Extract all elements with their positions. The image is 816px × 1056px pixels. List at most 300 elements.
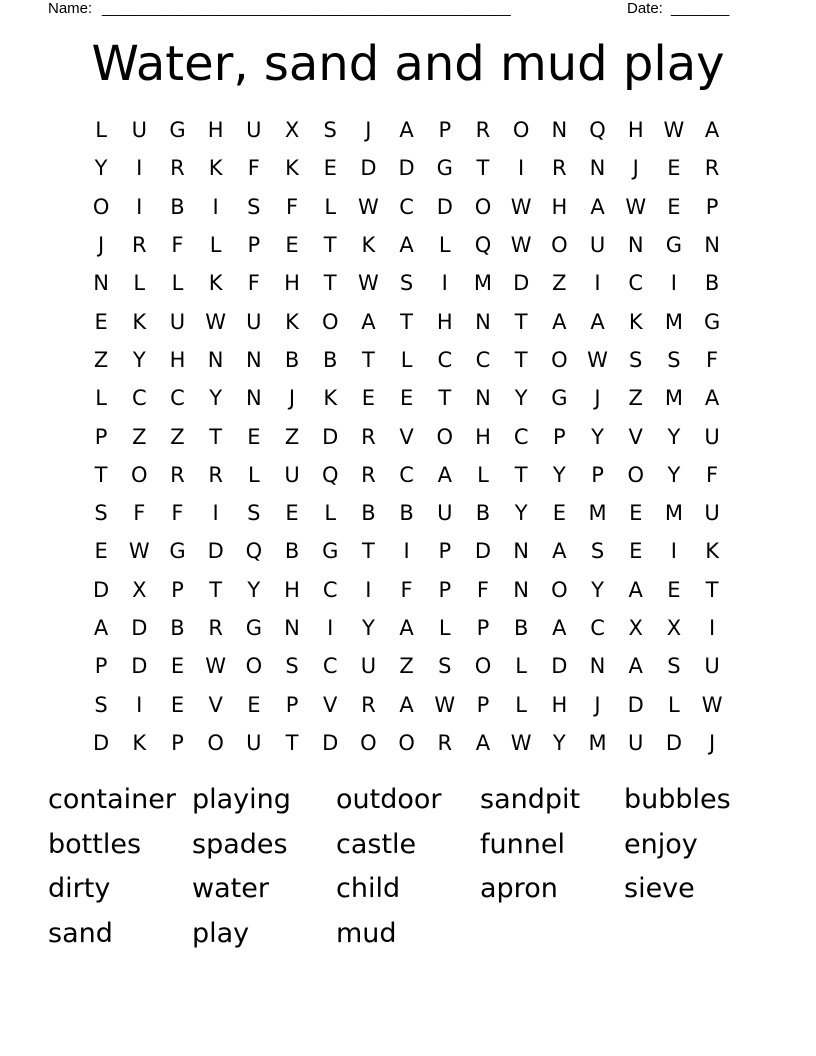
grid-letter[interactable]: E (285, 233, 299, 258)
grid-letter[interactable]: Y (591, 577, 604, 602)
grid-letter[interactable]: J (632, 156, 639, 181)
grid-letter[interactable]: U (628, 730, 644, 755)
grid-letter[interactable]: L (95, 386, 107, 411)
grid-letter[interactable]: Z (284, 424, 300, 449)
grid-letter[interactable]: G (169, 539, 186, 564)
grid-letter[interactable]: O (321, 309, 339, 334)
grid-letter[interactable]: T (209, 424, 223, 449)
grid-letter[interactable]: T (361, 539, 375, 564)
grid-letter[interactable]: H (627, 118, 644, 143)
grid-letter[interactable]: D (665, 730, 682, 755)
grid-letter[interactable]: C (628, 271, 644, 296)
grid-letter[interactable]: N (245, 386, 262, 411)
grid-letter[interactable]: P (247, 233, 261, 258)
grid-letter[interactable]: D (474, 539, 492, 564)
grid-letter[interactable]: Z (132, 424, 147, 449)
grid-letter[interactable]: M (588, 730, 607, 755)
grid-letter[interactable]: L (438, 233, 451, 258)
grid-letter[interactable]: D (131, 616, 148, 640)
grid-letter[interactable]: F (171, 233, 184, 258)
grid-letter[interactable]: A (552, 616, 567, 640)
grid-letter[interactable]: R (170, 156, 185, 181)
grid-letter[interactable]: U (246, 309, 262, 334)
grid-letter[interactable]: I (670, 539, 677, 564)
grid-letter[interactable]: X (284, 118, 300, 143)
grid-letter[interactable]: N (93, 271, 109, 296)
grid-letter[interactable]: E (170, 692, 185, 717)
grid-letter[interactable]: W (205, 654, 227, 679)
grid-letter[interactable]: L (247, 462, 260, 487)
grid-letter[interactable]: Y (667, 462, 681, 487)
grid-letter[interactable]: T (209, 577, 223, 602)
grid-letter[interactable]: Y (132, 347, 146, 372)
grid-letter[interactable]: P (438, 539, 452, 564)
grid-letter[interactable]: U (704, 424, 720, 449)
grid-letter[interactable]: E (667, 194, 681, 219)
grid-letter[interactable]: E (399, 386, 414, 411)
grid-letter[interactable]: P (476, 616, 490, 640)
grid-letter[interactable]: P (171, 730, 184, 755)
grid-letter[interactable]: Z (399, 654, 414, 679)
grid-letter[interactable]: R (704, 156, 720, 181)
grid-letter[interactable]: S (94, 692, 108, 717)
grid-letter[interactable]: P (285, 692, 299, 717)
grid-letter[interactable]: O (627, 462, 644, 487)
grid-letter[interactable]: S (323, 118, 337, 143)
grid-letter[interactable]: P (438, 577, 452, 602)
grid-letter[interactable]: L (209, 233, 222, 258)
grid-letter[interactable]: Y (552, 462, 566, 487)
grid-letter[interactable]: E (323, 156, 337, 181)
grid-letter[interactable]: A (399, 118, 414, 143)
grid-row (82, 111, 732, 149)
grid-letter[interactable]: K (285, 309, 299, 334)
grid-letter[interactable]: I (136, 156, 143, 181)
grid-letter[interactable]: T (705, 577, 719, 602)
grid-letter[interactable]: R (361, 692, 376, 717)
grid-letter[interactable]: J (594, 386, 601, 411)
grid-letter[interactable]: O (245, 654, 263, 679)
grid-letter[interactable]: N (284, 616, 300, 640)
grid-letter[interactable]: D (131, 654, 148, 679)
grid-letter[interactable]: P (94, 654, 108, 679)
grid-letter[interactable]: K (132, 309, 147, 334)
grid-letter[interactable]: F (476, 577, 490, 602)
grid-letter[interactable]: M (588, 501, 607, 526)
grid-letter[interactable]: G (169, 118, 186, 143)
grid-letter[interactable]: S (629, 347, 643, 372)
grid-letter[interactable]: D (207, 539, 224, 564)
grid-letter[interactable]: N (513, 539, 530, 564)
grid-letter[interactable]: H (551, 692, 568, 717)
grid-letter[interactable]: I (136, 692, 143, 717)
grid-letter[interactable]: A (704, 118, 720, 143)
grid-letter[interactable]: B (704, 271, 720, 296)
grid-letter[interactable]: T (361, 347, 375, 372)
grid-letter[interactable]: N (475, 386, 491, 411)
grid-letter[interactable]: O (512, 118, 530, 143)
grid-letter[interactable]: W (510, 730, 532, 755)
grid-letter[interactable]: D (398, 156, 415, 181)
grid-letter[interactable]: R (208, 462, 223, 487)
name-blank-line[interactable]: _________________________________________________ (102, 0, 511, 17)
grid-letter[interactable]: R (170, 462, 185, 487)
grid-letter[interactable]: F (706, 347, 719, 372)
grid-letter[interactable]: V (323, 692, 338, 717)
grid-letter[interactable]: U (704, 654, 720, 679)
grid-letter[interactable]: X (132, 577, 147, 602)
grid-letter[interactable]: K (285, 156, 299, 181)
grid-letter[interactable]: L (324, 501, 337, 526)
grid-letter[interactable]: W (587, 347, 608, 372)
grid-letter[interactable]: H (475, 424, 491, 449)
grid-letter[interactable]: A (704, 386, 720, 411)
grid-letter[interactable]: L (438, 616, 451, 640)
grid-letter[interactable]: K (628, 309, 643, 334)
grid-letter[interactable]: W (205, 309, 227, 334)
grid-letter[interactable]: A (475, 730, 491, 755)
grid-letter[interactable]: O (398, 730, 415, 755)
grid-letter[interactable]: Q (589, 118, 606, 143)
grid-letter[interactable]: A (399, 692, 414, 717)
grid-letter[interactable]: X (628, 616, 643, 640)
grid-letter[interactable]: G (703, 309, 721, 334)
grid-letter[interactable]: E (629, 501, 643, 526)
grid-letter[interactable]: C (399, 194, 414, 219)
grid-letter[interactable]: W (358, 271, 379, 296)
grid-letter[interactable]: C (437, 347, 453, 372)
grid-letter[interactable]: M (664, 309, 683, 334)
grid-letter[interactable]: M (473, 271, 493, 296)
grid-letter[interactable]: N (704, 233, 720, 258)
grid-letter[interactable]: U (360, 654, 377, 679)
word-bank-item: bottles (48, 828, 142, 860)
grid-letter[interactable]: R (437, 730, 453, 755)
grid-letter[interactable]: B (475, 501, 491, 526)
grid-letter[interactable]: O (360, 730, 377, 755)
grid-letter[interactable]: O (474, 194, 492, 219)
grid-letter[interactable]: L (324, 194, 337, 219)
grid-letter[interactable]: F (171, 501, 184, 526)
grid-letter[interactable]: T (514, 347, 528, 372)
grid-letter[interactable]: W (663, 118, 685, 143)
grid-letter[interactable]: H (207, 118, 224, 143)
grid-letter[interactable]: L (515, 692, 527, 717)
grid-letter[interactable]: G (322, 539, 339, 564)
grid-letter[interactable]: I (518, 156, 525, 181)
grid-letter[interactable]: D (436, 194, 453, 219)
grid-letter[interactable]: Y (667, 424, 681, 449)
grid-letter[interactable]: W (434, 692, 456, 717)
grid-letter[interactable]: O (551, 577, 568, 602)
grid-letter[interactable]: Y (209, 386, 223, 411)
grid-letter[interactable]: Y (94, 156, 108, 181)
grid-letter[interactable]: D (627, 692, 644, 717)
grid-letter[interactable]: A (437, 462, 452, 487)
grid-letter[interactable]: K (208, 271, 223, 296)
grid-letter[interactable]: D (551, 654, 568, 679)
grid-letter[interactable]: R (475, 118, 491, 143)
grid-letter[interactable]: E (170, 654, 185, 679)
grid-letter[interactable]: J (594, 692, 601, 717)
grid-letter[interactable]: C (513, 424, 529, 449)
grid-letter[interactable]: J (288, 386, 296, 411)
grid-letter[interactable]: O (92, 194, 110, 219)
grid-letter[interactable]: I (441, 271, 448, 296)
grid-letter[interactable]: G (665, 233, 683, 258)
grid-letter[interactable]: C (170, 386, 185, 411)
grid-letter[interactable]: S (247, 501, 261, 526)
grid-letter[interactable]: O (436, 424, 454, 449)
grid-letter[interactable]: V (628, 424, 643, 449)
grid-letter[interactable]: M (664, 386, 683, 411)
grid-letter[interactable]: S (667, 654, 681, 679)
grid-letter[interactable]: U (589, 233, 606, 258)
grid-letter[interactable]: L (400, 347, 413, 372)
grid-letter[interactable]: C (322, 654, 338, 679)
grid-letter[interactable]: R (552, 156, 567, 181)
grid-letter[interactable]: T (438, 386, 452, 411)
word-bank-item: outdoor (336, 784, 442, 815)
grid-letter[interactable]: N (589, 654, 606, 679)
grid-letter[interactable]: L (668, 692, 680, 717)
grid-letter[interactable]: L (95, 118, 107, 143)
grid-letter[interactable]: A (399, 233, 414, 258)
grid-letter[interactable]: E (285, 501, 299, 526)
grid-letter[interactable]: D (360, 156, 377, 181)
grid-letter[interactable]: U (169, 309, 186, 334)
grid-letter[interactable]: U (284, 462, 300, 487)
grid-letter[interactable]: F (285, 194, 299, 219)
grid-letter[interactable]: Z (552, 271, 567, 296)
grid-letter[interactable]: U (246, 730, 262, 755)
grid-letter[interactable]: A (590, 309, 605, 334)
grid-letter[interactable]: D (322, 424, 339, 449)
grid-letter[interactable]: E (552, 501, 566, 526)
grid-letter[interactable]: B (361, 501, 376, 526)
grid-letter[interactable]: C (131, 386, 147, 411)
grid-letter[interactable]: J (708, 730, 716, 755)
grid-letter[interactable]: O (474, 654, 492, 679)
word-bank-item: sieve (624, 873, 695, 904)
grid-letter[interactable]: X (666, 616, 682, 640)
grid-letter[interactable]: H (284, 271, 300, 296)
grid-letter[interactable]: Z (93, 347, 109, 372)
grid-letter[interactable]: G (436, 156, 453, 181)
grid-letter[interactable]: A (552, 539, 567, 564)
grid-letter[interactable]: S (667, 347, 681, 372)
grid-letter[interactable]: R (131, 233, 147, 258)
grid-letter[interactable]: K (132, 730, 147, 755)
grid-letter[interactable]: H (436, 309, 453, 334)
grid-letter[interactable]: T (514, 309, 528, 334)
grid-letter[interactable]: Y (591, 424, 604, 449)
grid-letter[interactable]: U (246, 118, 262, 143)
word-bank-item: sand (48, 917, 113, 949)
grid-letter[interactable]: T (94, 462, 108, 487)
grid-letter[interactable]: S (247, 194, 261, 219)
grid-letter[interactable]: U (437, 501, 453, 526)
grid-letter[interactable]: V (208, 692, 223, 717)
grid-letter[interactable]: S (399, 271, 414, 296)
grid-letter[interactable]: O (551, 233, 568, 258)
grid-letter[interactable]: F (133, 501, 146, 526)
grid-letter[interactable]: E (94, 539, 108, 564)
grid-letter[interactable]: U (704, 501, 720, 526)
grid-letter[interactable]: Y (514, 386, 528, 411)
grid-letter[interactable]: B (284, 347, 300, 372)
grid-letter[interactable]: N (245, 347, 262, 372)
grid-letter[interactable]: R (361, 462, 376, 487)
grid-letter[interactable]: I (403, 539, 410, 564)
grid-letter[interactable]: P (553, 424, 566, 449)
grid-letter[interactable]: A (93, 616, 109, 640)
grid-letter[interactable]: N (207, 347, 224, 372)
grid-letter[interactable]: P (438, 118, 452, 143)
grid-letter[interactable]: K (705, 539, 719, 564)
grid-letter[interactable]: T (323, 233, 337, 258)
grid-letter[interactable]: I (327, 616, 334, 640)
grid-letter[interactable]: S (285, 654, 299, 679)
grid-letter[interactable]: O (207, 730, 224, 755)
grid-letter[interactable]: C (475, 347, 491, 372)
grid-letter[interactable]: H (551, 194, 568, 219)
grid-letter[interactable]: K (323, 386, 338, 411)
grid-letter[interactable]: L (133, 271, 146, 296)
grid-letter[interactable]: Q (245, 539, 263, 564)
grid-letter[interactable]: S (94, 501, 108, 526)
grid-letter[interactable]: Z (628, 386, 643, 411)
grid-letter[interactable]: J (365, 118, 372, 143)
grid-letter[interactable]: Q (474, 233, 492, 258)
grid-letter[interactable]: E (667, 577, 681, 602)
grid-letter[interactable]: P (591, 462, 604, 487)
grid-letter[interactable]: A (399, 616, 414, 640)
grid-letter[interactable]: B (399, 501, 414, 526)
grid-letter[interactable]: T (285, 730, 299, 755)
grid-letter[interactable]: M (664, 501, 683, 526)
word-bank-item: sandpit (480, 784, 581, 815)
grid-letter[interactable]: T (400, 309, 413, 334)
name-label: Name: (48, 0, 93, 17)
grid-letter[interactable]: K (208, 156, 223, 181)
grid-letter[interactable]: V (399, 424, 414, 449)
word-bank-item: bubbles (624, 784, 731, 815)
grid-letter[interactable]: D (513, 271, 530, 296)
grid-letter[interactable]: Y (514, 501, 528, 526)
grid-letter[interactable]: N (551, 118, 568, 143)
grid-letter[interactable]: L (515, 654, 527, 679)
grid-letter[interactable]: W (358, 194, 379, 219)
grid-letter[interactable]: I (136, 194, 143, 219)
grid-letter[interactable]: Y (361, 616, 375, 640)
grid-letter[interactable]: K (361, 233, 376, 258)
grid-letter[interactable]: B (513, 616, 529, 640)
grid-letter[interactable]: Y (552, 730, 566, 755)
grid-letter[interactable]: I (212, 501, 219, 526)
grid-letter[interactable]: N (475, 309, 491, 334)
grid-letter[interactable]: I (708, 616, 716, 640)
grid-letter[interactable]: W (510, 194, 532, 219)
grid-letter[interactable]: F (400, 577, 413, 602)
grid-letter[interactable]: R (208, 616, 223, 640)
grid-letter[interactable]: E (361, 386, 376, 411)
grid-letter[interactable]: N (627, 233, 644, 258)
grid-letter[interactable]: Z (170, 424, 185, 449)
grid-letter[interactable]: I (365, 577, 372, 602)
grid-letter[interactable]: F (706, 462, 719, 487)
grid-letter[interactable]: E (247, 424, 261, 449)
grid-letter[interactable]: P (171, 577, 184, 602)
grid-letter[interactable]: I (594, 271, 601, 296)
grid-letter[interactable]: C (322, 577, 338, 602)
grid-letter[interactable]: L (477, 462, 489, 487)
grid-letter[interactable]: A (628, 577, 643, 602)
grid-letter[interactable]: T (514, 462, 528, 487)
grid-letter[interactable]: W (701, 692, 723, 717)
grid-letter[interactable]: E (94, 309, 108, 334)
grid-letter[interactable]: A (552, 309, 567, 334)
grid-letter[interactable]: S (590, 539, 605, 564)
grid-letter[interactable]: T (323, 271, 337, 296)
grid-letter[interactable]: W (510, 233, 532, 258)
grid-letter[interactable]: W (625, 194, 647, 219)
grid-letter[interactable]: I (212, 194, 219, 219)
word-bank (48, 778, 768, 956)
grid-letter[interactable]: P (94, 424, 108, 449)
grid-letter[interactable]: O (551, 347, 568, 372)
grid-letter[interactable]: J (97, 233, 105, 258)
grid-letter[interactable]: Y (247, 577, 261, 602)
grid-letter[interactable]: S (438, 654, 452, 679)
grid-letter[interactable]: B (284, 539, 300, 564)
grid-letter[interactable]: E (247, 692, 261, 717)
grid-letter[interactable]: D (93, 577, 110, 602)
grid-letter[interactable]: E (667, 156, 681, 181)
grid-letter[interactable]: L (171, 271, 184, 296)
grid-letter[interactable]: U (131, 118, 147, 143)
grid-letter[interactable]: H (169, 347, 186, 372)
grid-letter[interactable]: B (170, 194, 185, 219)
grid-letter[interactable]: R (361, 424, 376, 449)
grid-letter[interactable]: T (476, 156, 490, 181)
grid-letter[interactable]: C (590, 616, 605, 640)
grid-letter[interactable]: D (93, 730, 110, 755)
grid-letter[interactable]: A (361, 309, 376, 334)
grid-letter[interactable]: H (284, 577, 300, 602)
grid-letter[interactable]: O (131, 462, 148, 487)
grid-letter[interactable]: B (323, 347, 338, 372)
grid-letter[interactable]: G (551, 386, 568, 411)
grid-letter[interactable]: A (590, 194, 605, 219)
grid-letter[interactable]: I (670, 271, 677, 296)
grid-letter[interactable]: G (245, 616, 262, 640)
grid-letter[interactable]: C (399, 462, 414, 487)
grid-letter[interactable]: F (247, 156, 260, 181)
grid-letter[interactable]: Q (321, 462, 339, 487)
grid-letter[interactable]: P (476, 692, 490, 717)
date-blank-line[interactable]: _______ (671, 0, 730, 17)
grid-letter[interactable]: N (513, 577, 530, 602)
grid-letter[interactable]: W (128, 539, 150, 564)
grid-letter[interactable]: P (705, 194, 719, 219)
grid-letter[interactable]: A (628, 654, 643, 679)
grid-letter[interactable]: D (322, 730, 339, 755)
grid-letter[interactable]: B (170, 616, 185, 640)
grid-letter[interactable]: N (589, 156, 606, 181)
grid-letter[interactable]: F (247, 271, 260, 296)
grid-letter[interactable]: E (629, 539, 643, 564)
